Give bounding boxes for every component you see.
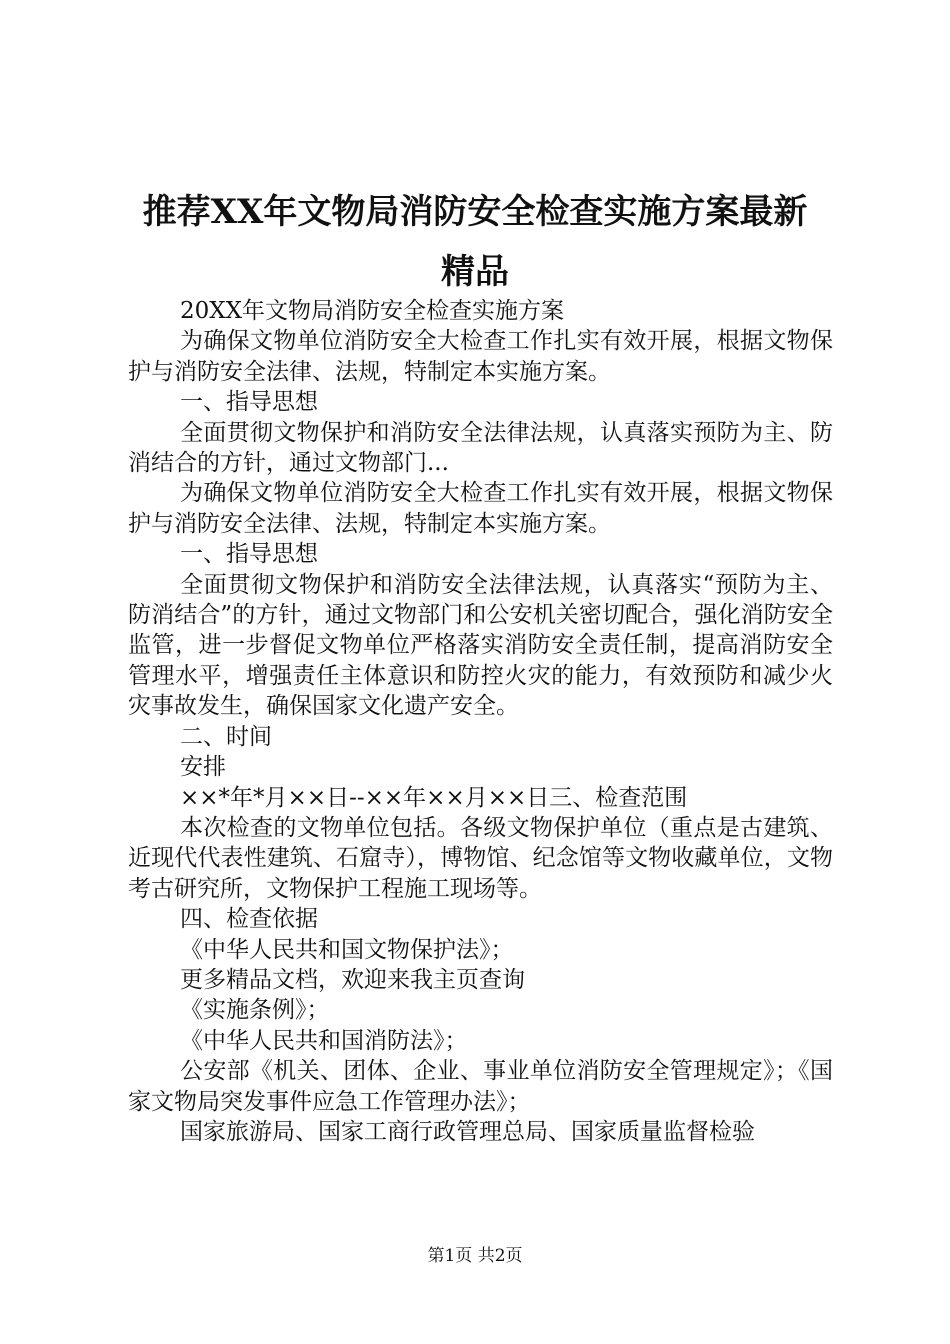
paragraph: 为确保文物单位消防安全大检查工作扎实有效开展，根据文物保护与消防安全法律、法规，特制定本实施方案。: [128, 480, 833, 537]
document-title: [90, 182, 860, 302]
paragraph: 全面贯彻文物保护和消防安全法律法规，认真落实“预防为主、防消结合”的方针，通过文物部门和公安机关密切配合，强化消防安全监管，进一步督促文物单位严格落实消防安全责任制，提高消防安全管理水平，增强责任主体意识和防控火灾的能力，有效预防和减少火灾事故发生，确保国家文化遗产安全。: [128, 571, 833, 720]
paragraph: 《实施条例》；: [180, 997, 330, 1024]
title-line-2: 精品: [441, 252, 509, 292]
paragraph: 公安部《机关、团体、企业、事业单位消防安全管理规定》；《国家文物局突发事件应急工作管理办法》；: [128, 1058, 833, 1115]
paragraph: 全面贯彻文物保护和消防安全法律法规，认真落实预防为主、防消结合的方针，通过文物部门...: [128, 419, 833, 477]
paragraph: 安排: [180, 754, 226, 781]
section-heading: 二、时间: [180, 723, 272, 750]
section-heading: 一、指导思想: [180, 541, 318, 568]
section-heading: 一、指导思想: [180, 389, 318, 416]
paragraph: 国家旅游局、国家工商行政管理总局、国家质量监督检验: [180, 1118, 755, 1145]
promo-line: 更多精品文档，欢迎来我主页查询: [180, 966, 525, 993]
paragraph: 本次检查的文物单位包括。各级文物保护单位（重点是古建筑、近现代代表性建筑、石窟寺），博物馆、纪念馆等文物收藏单位，文物考古研究所，文物保护工程施工现场等。: [128, 814, 833, 902]
paragraph: ××*年*月××日--××年××月××日三、检查范围: [180, 784, 688, 811]
paragraph: 为确保文物单位消防安全大检查工作扎实有效开展，根据文物保护与消防安全法律、法规，特制定本实施方案。: [128, 328, 833, 385]
paragraph: 20XX年文物局消防安全检查实施方案: [180, 298, 565, 324]
page-footer: 第1页 共2页: [427, 1246, 523, 1266]
title-line-1: 推荐XX年文物局消防安全检查实施方案最新: [142, 192, 808, 232]
paragraph: 《中华人民共和国消防法》；: [180, 1027, 468, 1054]
document-body: [128, 296, 833, 1147]
section-heading: 四、检查依据: [180, 906, 318, 933]
paragraph: 《中华人民共和国文物保护法》；: [180, 936, 514, 963]
